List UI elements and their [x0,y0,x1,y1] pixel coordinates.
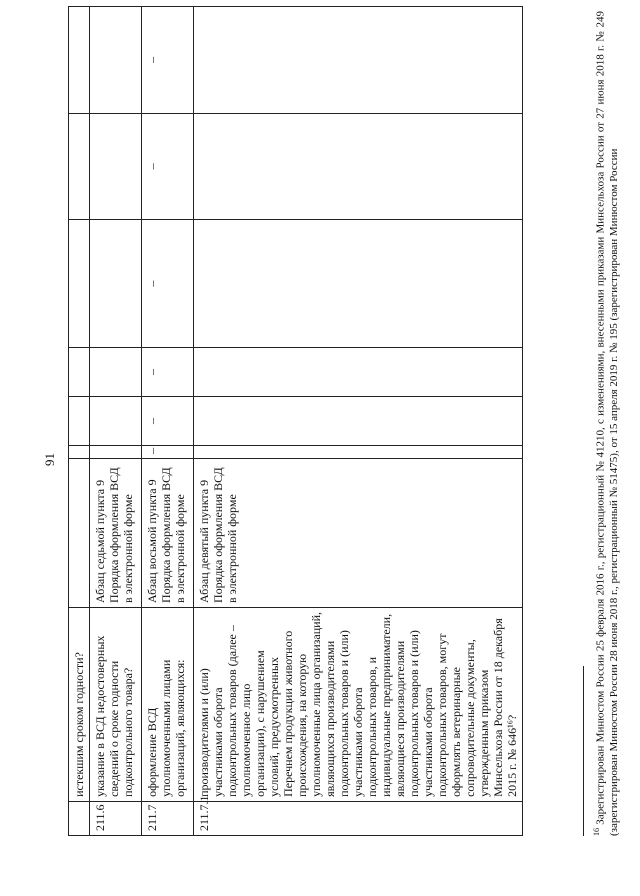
row-mark: – [142,220,194,348]
row-reference: Абзац девятый пункта 9 Порядка оформления ВСД в электронной форме [194,458,523,607]
row-mark [90,397,142,446]
row-mark: – [142,113,194,220]
row-mark [194,348,523,397]
row-number: 211.7 [142,801,194,835]
row-number: 211.7.1 [194,801,523,835]
table-cell [69,348,90,397]
row-name: указание в ВСД недостоверных сведений о сроке годности подконтрольного товара? [90,607,142,801]
row-reference: Абзац восьмой пункта 9 Порядка оформления ВСД в электронной форме [142,458,194,607]
row-mark [194,113,523,220]
footnote-marker: 16 [592,828,601,836]
row-mark [90,7,142,114]
table-row [69,7,90,836]
table-row [194,7,523,836]
row-mark [194,7,523,114]
row-number: 211.6 [90,801,142,835]
table-cell [69,801,90,835]
row-mark: – [142,7,194,114]
row-reference: Абзац седьмой пункта 9 Порядка оформления ВСД в электронной форме [90,458,142,607]
table-cell: истекшим сроком годности? [69,607,90,801]
row-mark [194,397,523,446]
row-mark [194,446,523,459]
page-number: 91 [42,453,57,466]
row-mark: – [142,446,194,459]
table-cell [69,446,90,459]
row-mark [194,220,523,348]
row-mark [90,348,142,397]
row-mark: – [142,348,194,397]
table-row [142,7,194,836]
table-cell [69,7,90,114]
row-name: оформление ВСД уполномоченными лицами организаций, являющихся: [142,607,194,801]
checklist-table [68,6,523,836]
row-mark [90,113,142,220]
table-row [90,7,142,836]
table-cell [69,458,90,607]
row-mark [90,446,142,459]
table-cell [69,113,90,220]
footnote-divider [583,666,584,836]
row-mark: – [142,397,194,446]
table-cell [69,220,90,348]
footnote [590,11,621,836]
table-cell [69,397,90,446]
row-name: производителями и (или) участниками оборота подконтрольных товаров (далее – уполномоченное лицо организации), с нарушением условий, предусмотренных Перечнем продукции животного происхождения, на которую уполномоченные лица организаций, являющихся производителями подконтрольных товаров и (или) участниками оборота подконтрольных товаров, и индивидуальные предприниматели, являющиеся производителями подконтрольных товаров и (или) участниками оборота подконтрольных товаров, могут оформлять ветеринарные сопроводительные документы, утвержденным приказом Минсельхоза России от 18 декабря 2015 г. № 646¹⁶? [194,607,523,801]
footnote-text: Зарегистрирован Минюстом России 25 февраля 2016 г., регистрационный № 41210, с изменениями, внесенными приказами Минсельхоза России от 27 июня 2018 г. № 249 (зарегистрирован Минюстом России 28 июня 2018 г., регистрационный № 51475), от 15 апреля 2019 г. № 195 (зарегистрирован Минюстом России [594,11,620,836]
row-mark [90,220,142,348]
